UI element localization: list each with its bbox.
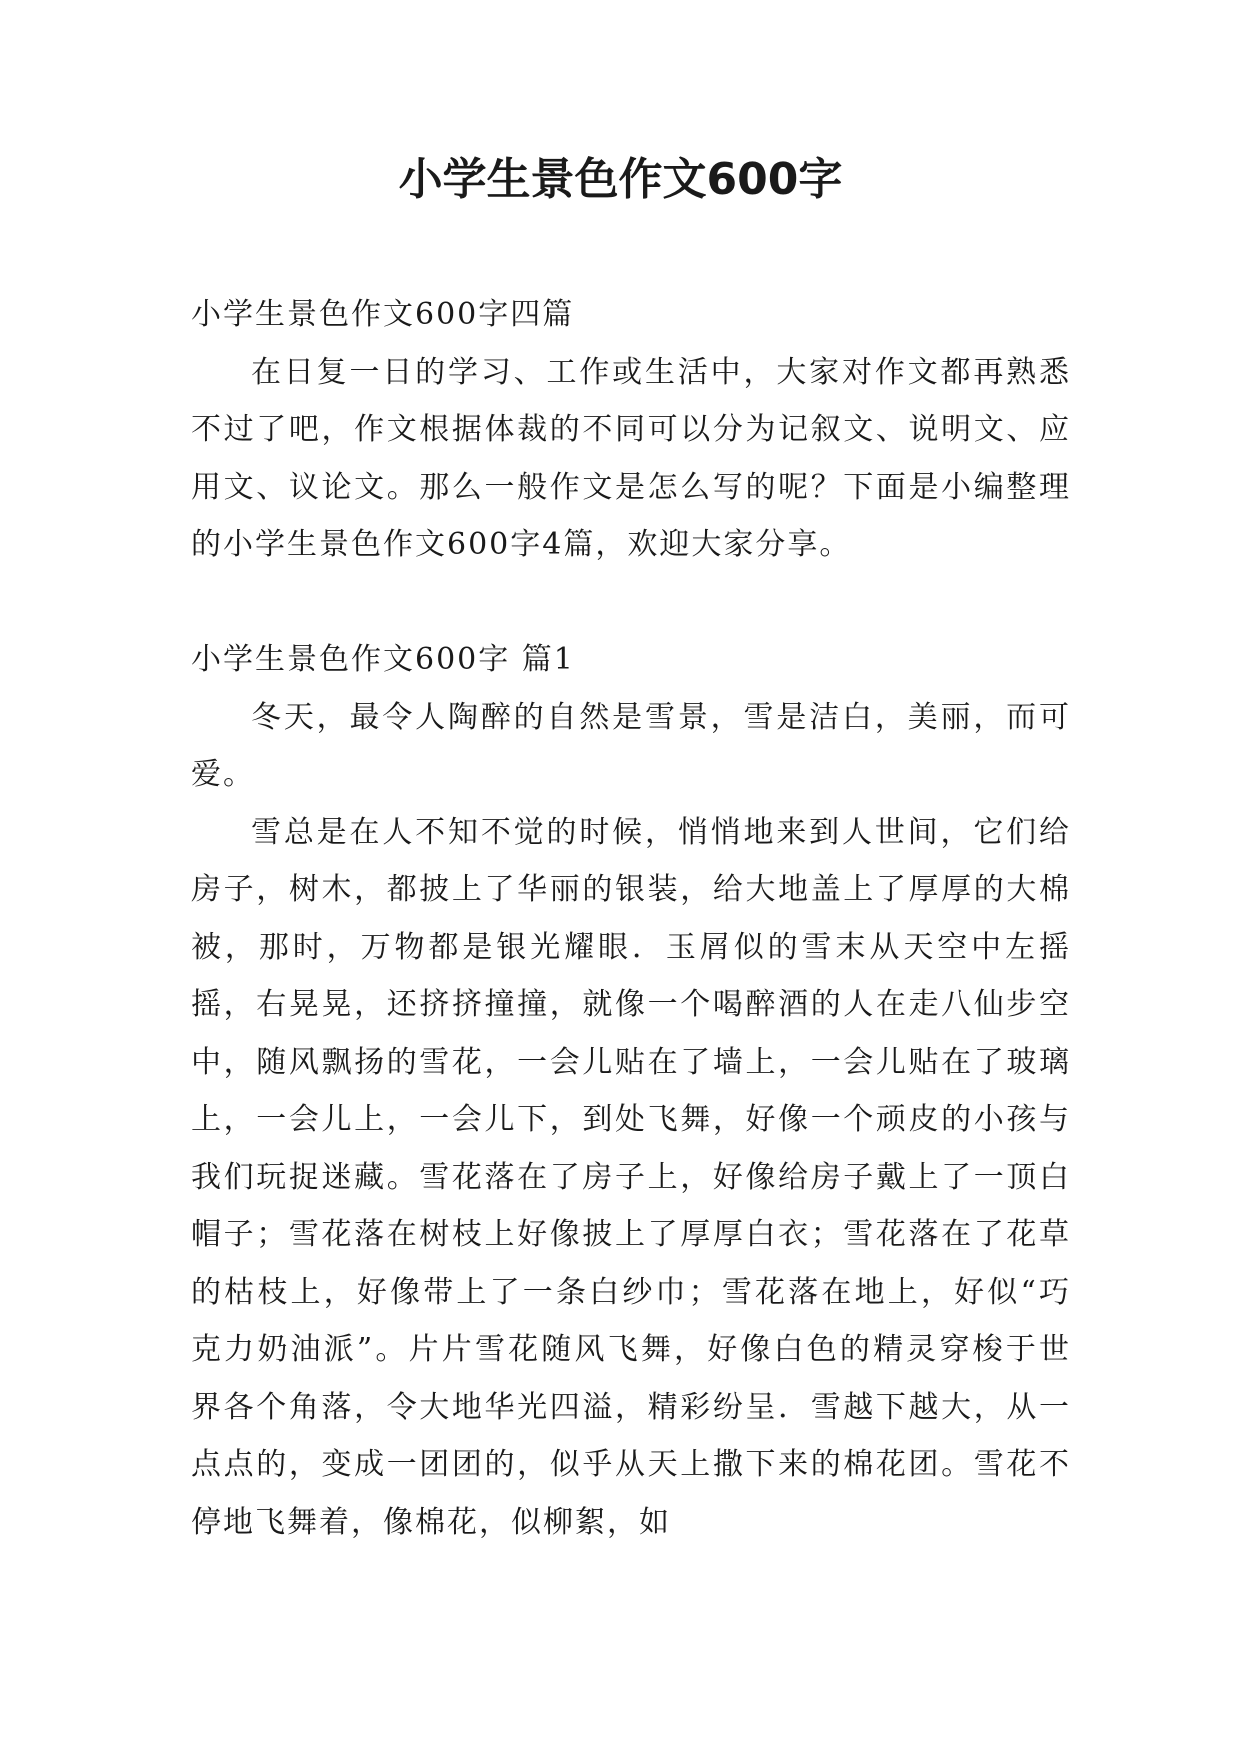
- document-title: 小学生景色作文600字: [398, 154, 843, 205]
- section-heading: 小学生景色作文600字 篇1: [191, 642, 575, 677]
- body-paragraph: 雪总是在人不知不觉的时候，悄悄地来到人世间，它们给房子，树木，都披上了华丽的银装，给大地盖上了厚厚的大棉被，那时，万物都是银光耀眼．玉屑似的雪末从天空中左摇摇，右晃晃，还挤挤撞撞，就像一个喝醉酒的人在走八仙步空中，随风飘扬的雪花，一会儿贴在了墙上，一会儿贴在了玻璃上，一会儿上，一会儿下，到处飞舞，好像一个顽皮的小孩与我们玩捉迷藏。雪花落在了房子上，好像给房子戴上了一顶白帽子；雪花落在树枝上好像披上了厚厚白衣；雪花落在了花草的枯枝上，好像带上了一条白纱巾；雪花落在地上，好似“巧克力奶油派”。片片雪花随风飞舞，好像白色的精灵穿梭于世界各个角落，令大地华光四溢，精彩纷呈．雪越下越大，从一点点的，变成一团团的，似乎从天上撒下来的棉花团。雪花不停地飞舞着，像棉花，似柳絮，如: [191, 814, 1071, 1540]
- paragraph-spacer: [191, 574, 1071, 632]
- intro-paragraph: 在日复一日的学习、工作或生活中，大家对作文都再熟悉不过了吧，作文根据体裁的不同可以分为记叙文、说明文、应用文、议论文。那么一般作文是怎么写的呢？下面是小编整理的小学生景色作文600字4篇，欢迎大家分享。: [191, 354, 1071, 562]
- document-body: [191, 286, 1071, 1551]
- body-paragraph: 冬天，最令人陶醉的自然是雪景，雪是洁白，美丽，而可爱。: [191, 699, 1071, 792]
- subtitle: 小学生景色作文600字四篇: [191, 297, 575, 332]
